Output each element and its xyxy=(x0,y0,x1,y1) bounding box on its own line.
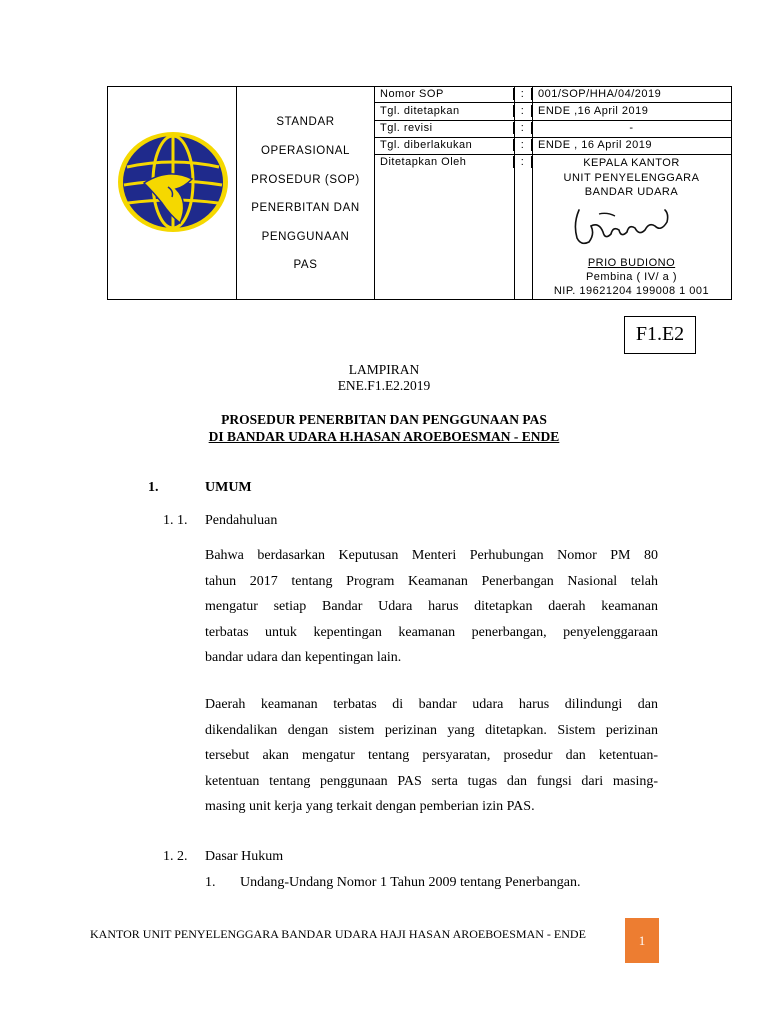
signatory-nip: NIP. 19621204 199008 1 001 xyxy=(553,285,710,297)
footer-office-name: KANTOR UNIT PENYELENGGARA BANDAR UDARA HAJI HASAN AROEBOESMAN - ENDE xyxy=(90,927,586,941)
colon: : xyxy=(514,156,532,168)
document-title-line: PROSEDUR PENERBITAN DAN PENGGUNAAN PAS xyxy=(221,412,547,427)
paragraph-line: bandar udara dan kepentingan lain. xyxy=(205,650,402,665)
paragraph-line: Daerah keamanan terbatas di bandar udara harus dilindungi dan xyxy=(205,697,658,712)
sop-title-line: PENERBITAN DAN xyxy=(251,202,360,214)
sop-title-line: STANDAR xyxy=(276,116,335,128)
revision-date-label: Tgl. revisi xyxy=(375,122,514,134)
date-established-label: Tgl. ditetapkan xyxy=(375,105,514,117)
sop-info-grid xyxy=(375,87,731,299)
document-code-box: F1.E2 xyxy=(624,316,696,354)
subsection-title: Dasar Hukum xyxy=(205,849,284,864)
list-item-text: Undang-Undang Nomor 1 Tahun 2009 tentang Penerbangan. xyxy=(240,875,581,890)
signatory-rank: Pembina ( IV/ a ) xyxy=(585,271,678,283)
colon: : xyxy=(514,139,532,151)
list-item-number: 1. xyxy=(205,875,216,890)
document-title-line xyxy=(0,429,768,445)
authority-line: UNIT PENYELENGGARA xyxy=(563,172,700,184)
colon: : xyxy=(514,105,532,117)
signature-mark xyxy=(569,204,679,250)
sop-title-cell xyxy=(237,87,375,299)
subsection-number: 1. 1. xyxy=(163,513,188,528)
colon: : xyxy=(514,88,532,100)
section-title: UMUM xyxy=(205,480,252,495)
paragraph-line: Bahwa berdasarkan Keputusan Menteri Perhubungan Nomor PM 80 xyxy=(205,548,658,563)
authority-line: BANDAR UDARA xyxy=(584,186,679,198)
signatory-name: PRIO BUDIONO xyxy=(587,257,676,269)
paragraph-line: tahun 2017 tentang Program Keamanan Penerbangan Nasional telah xyxy=(205,573,658,589)
sop-number-label: Nomor SOP xyxy=(375,88,514,100)
effective-date-label: Tgl. diberlakukan xyxy=(375,139,514,151)
lampiran-number: ENE.F1.E2.2019 xyxy=(337,378,431,393)
sop-title-line: PAS xyxy=(293,259,318,271)
logo-cell xyxy=(108,87,237,299)
subsection-number: 1. 2. xyxy=(163,849,188,864)
paragraph-line: tersebut akan mengatur tentang persyaratan, prosedur dan ketentuan- xyxy=(205,748,658,763)
section-number: 1. xyxy=(148,480,159,495)
established-by-label: Ditetapkan Oleh xyxy=(375,156,514,168)
date-established-value: ENDE ,16 April 2019 xyxy=(538,105,649,117)
effective-date-value: ENDE , 16 April 2019 xyxy=(538,139,652,151)
colon: : xyxy=(514,122,532,134)
authority-line: KEPALA KANTOR xyxy=(583,157,680,169)
sop-title-line: PENGGUNAAN xyxy=(261,231,350,243)
ministry-logo-icon xyxy=(114,127,232,235)
sop-title-line: PROSEDUR (SOP) xyxy=(251,174,360,186)
paragraph-line: masing unit kerja yang terkait dengan pemberian izin PAS. xyxy=(205,799,535,814)
paragraph-line: mengatur setiap Bandar Udara harus ditetapkan daerah keamanan xyxy=(205,599,658,614)
sop-number-value: 001/SOP/HHA/04/2019 xyxy=(538,88,662,100)
sop-title-line: OPERASIONAL xyxy=(260,145,351,157)
subsection-title: Pendahuluan xyxy=(205,513,278,528)
lampiran-title: LAMPIRAN xyxy=(348,362,420,377)
sop-header-table xyxy=(107,86,732,300)
page-number-badge: 1 xyxy=(625,918,659,963)
paragraph-line: ketentuan tentang penggunaan PAS serta tugas dan fungsi dari masing- xyxy=(205,773,658,789)
intro-paragraph xyxy=(205,543,658,671)
paragraph-line: terbatas untuk kepentingan keamanan penerbangan, penyelenggaraan xyxy=(205,624,658,640)
document-title-subline: DI BANDAR UDARA H.HASAN AROEBOESMAN - ENDE xyxy=(208,429,560,444)
paragraph-line: dikendalikan dengan sistem perizinan yang ditetapkan. Sistem perizinan xyxy=(205,722,658,738)
revision-date-value: - xyxy=(629,122,634,134)
restricted-area-paragraph xyxy=(205,692,658,820)
